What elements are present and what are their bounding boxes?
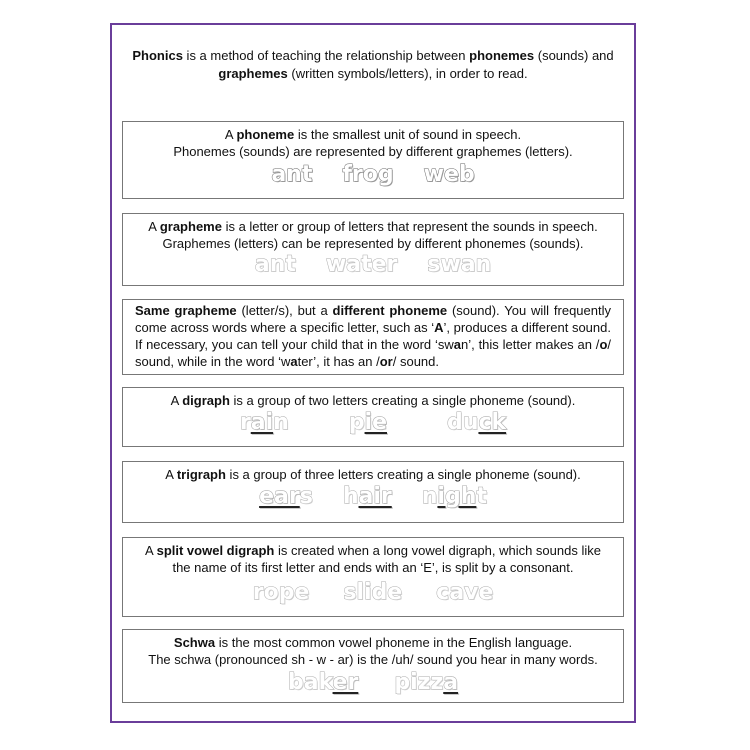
phoneme-line2: Phonemes (sounds) are represented by different graphemes (letters). xyxy=(173,144,573,159)
term-different-phoneme: different phoneme xyxy=(332,303,448,318)
example-word: ant xyxy=(271,162,313,187)
same-grapheme-box xyxy=(122,299,624,375)
word-part: p xyxy=(348,410,365,435)
word-part-highlight: er xyxy=(332,670,359,695)
digraph-text xyxy=(123,388,623,409)
example-word xyxy=(343,484,392,509)
example-word: swan xyxy=(427,252,492,277)
example-word: water xyxy=(325,252,398,277)
same-text-3: ’, produces a different sound. If necessary, you can tell your child that in the word ‘sw xyxy=(135,320,611,352)
grapheme-post: is a letter or group of letters that represent the sounds in speech. xyxy=(221,219,598,234)
schwa-box xyxy=(122,629,624,703)
split-digraph-words xyxy=(123,580,623,605)
trigraph-box xyxy=(122,461,624,523)
worksheet-page xyxy=(110,23,636,723)
intro-text-1: is a method of teaching the relationship between xyxy=(182,48,470,63)
split-post: is created when a long vowel digraph, which sounds like the name of its first letter and ends with an ‘E’, is split by a consonant. xyxy=(172,543,601,575)
split-digraph-text xyxy=(123,538,623,576)
term-phonics: Phonics xyxy=(132,48,183,63)
example-word xyxy=(288,670,358,695)
phoneme-words xyxy=(123,162,623,187)
word-part-highlight: air xyxy=(358,484,392,509)
word-part: r xyxy=(239,410,251,435)
term-split-vowel-digraph: split vowel digraph xyxy=(156,543,275,558)
term-digraph: digraph xyxy=(182,393,230,408)
digraph-box xyxy=(122,387,624,447)
word-part-highlight: ear xyxy=(259,484,300,509)
term-graphemes: graphemes xyxy=(218,66,288,81)
split-pre: A xyxy=(145,543,157,558)
intro-text-3: (written symbols/letters), in order to read. xyxy=(287,66,528,81)
schwa-line2: The schwa (pronounced sh - w - ar) is the /uh/ sound you hear in many words. xyxy=(148,652,598,667)
example-word xyxy=(447,410,506,435)
digraph-post: is a group of two letters creating a single phoneme (sound). xyxy=(229,393,576,408)
same-text-1: (letter/s), but a xyxy=(236,303,333,318)
word-part: du xyxy=(447,410,479,435)
phoneme-text xyxy=(123,122,623,160)
phoneme-post: is the smallest unit of sound in speech. xyxy=(294,127,522,142)
term-schwa: Schwa xyxy=(173,635,216,650)
sound-or: or xyxy=(379,354,393,369)
example-word: rope xyxy=(252,580,310,605)
digraph-words xyxy=(123,410,623,435)
example-word: web xyxy=(423,162,475,187)
word-part: n xyxy=(421,484,438,509)
term-grapheme: grapheme xyxy=(159,219,222,234)
example-word: slide xyxy=(343,580,403,605)
grapheme-pre: A xyxy=(148,219,160,234)
word-part: t xyxy=(476,484,487,509)
word-part-highlight: igh xyxy=(437,484,477,509)
term-phoneme: phoneme xyxy=(236,127,295,142)
trigraph-post: is a group of three letters creating a single phoneme (sound). xyxy=(225,467,581,482)
same-text-5: / sound, while in the word ‘w xyxy=(135,337,612,369)
letter-a-swan: a xyxy=(453,337,461,352)
grapheme-words xyxy=(123,252,623,277)
word-part: pizz xyxy=(394,670,444,695)
example-word: frog xyxy=(342,162,394,187)
schwa-words xyxy=(123,670,623,695)
phoneme-box xyxy=(122,121,624,199)
term-trigraph: trigraph xyxy=(176,467,226,482)
same-text-4: n’, this letter makes an / xyxy=(461,337,600,352)
same-text-2: (sound). You will frequently come across words where a specific letter, such as ‘ xyxy=(135,303,611,335)
phoneme-pre: A xyxy=(224,127,237,142)
example-word xyxy=(349,410,387,435)
grapheme-box xyxy=(122,213,624,286)
intro-text xyxy=(126,47,620,83)
intro-text-2: (sounds) and xyxy=(534,48,614,63)
same-grapheme-text xyxy=(123,300,623,370)
split-digraph-box xyxy=(122,537,624,617)
word-part: s xyxy=(299,484,313,509)
term-phonemes: phonemes xyxy=(469,48,535,63)
example-word xyxy=(259,484,313,509)
schwa-post: is the most common vowel phoneme in the English language. xyxy=(215,635,573,650)
word-part: n xyxy=(273,410,289,435)
word-part-highlight: ie xyxy=(364,410,388,435)
word-part-highlight: ai xyxy=(250,410,274,435)
example-word: cave xyxy=(436,580,494,605)
example-word xyxy=(240,410,289,435)
word-part: h xyxy=(342,484,359,509)
grapheme-text xyxy=(123,214,623,252)
trigraph-text xyxy=(123,462,623,483)
schwa-text xyxy=(123,630,623,668)
digraph-pre: A xyxy=(170,393,183,408)
example-word xyxy=(422,484,487,509)
word-part-highlight: a xyxy=(443,670,459,695)
trigraph-words xyxy=(123,484,623,509)
sound-o: o xyxy=(599,337,608,352)
trigraph-pre: A xyxy=(165,467,177,482)
word-part-highlight: ck xyxy=(478,410,507,435)
same-text-6: ter’, it has an / xyxy=(297,354,380,369)
same-text-7: / sound. xyxy=(392,354,439,369)
letter-a-water: a xyxy=(290,354,298,369)
example-word xyxy=(394,670,458,695)
example-word: ant xyxy=(254,252,296,277)
term-same-grapheme: Same grapheme xyxy=(135,303,237,318)
word-part: bak xyxy=(287,670,333,695)
grapheme-line2: Graphemes (letters) can be represented by different phonemes (sounds). xyxy=(162,236,584,251)
letter-a: A xyxy=(434,320,444,335)
